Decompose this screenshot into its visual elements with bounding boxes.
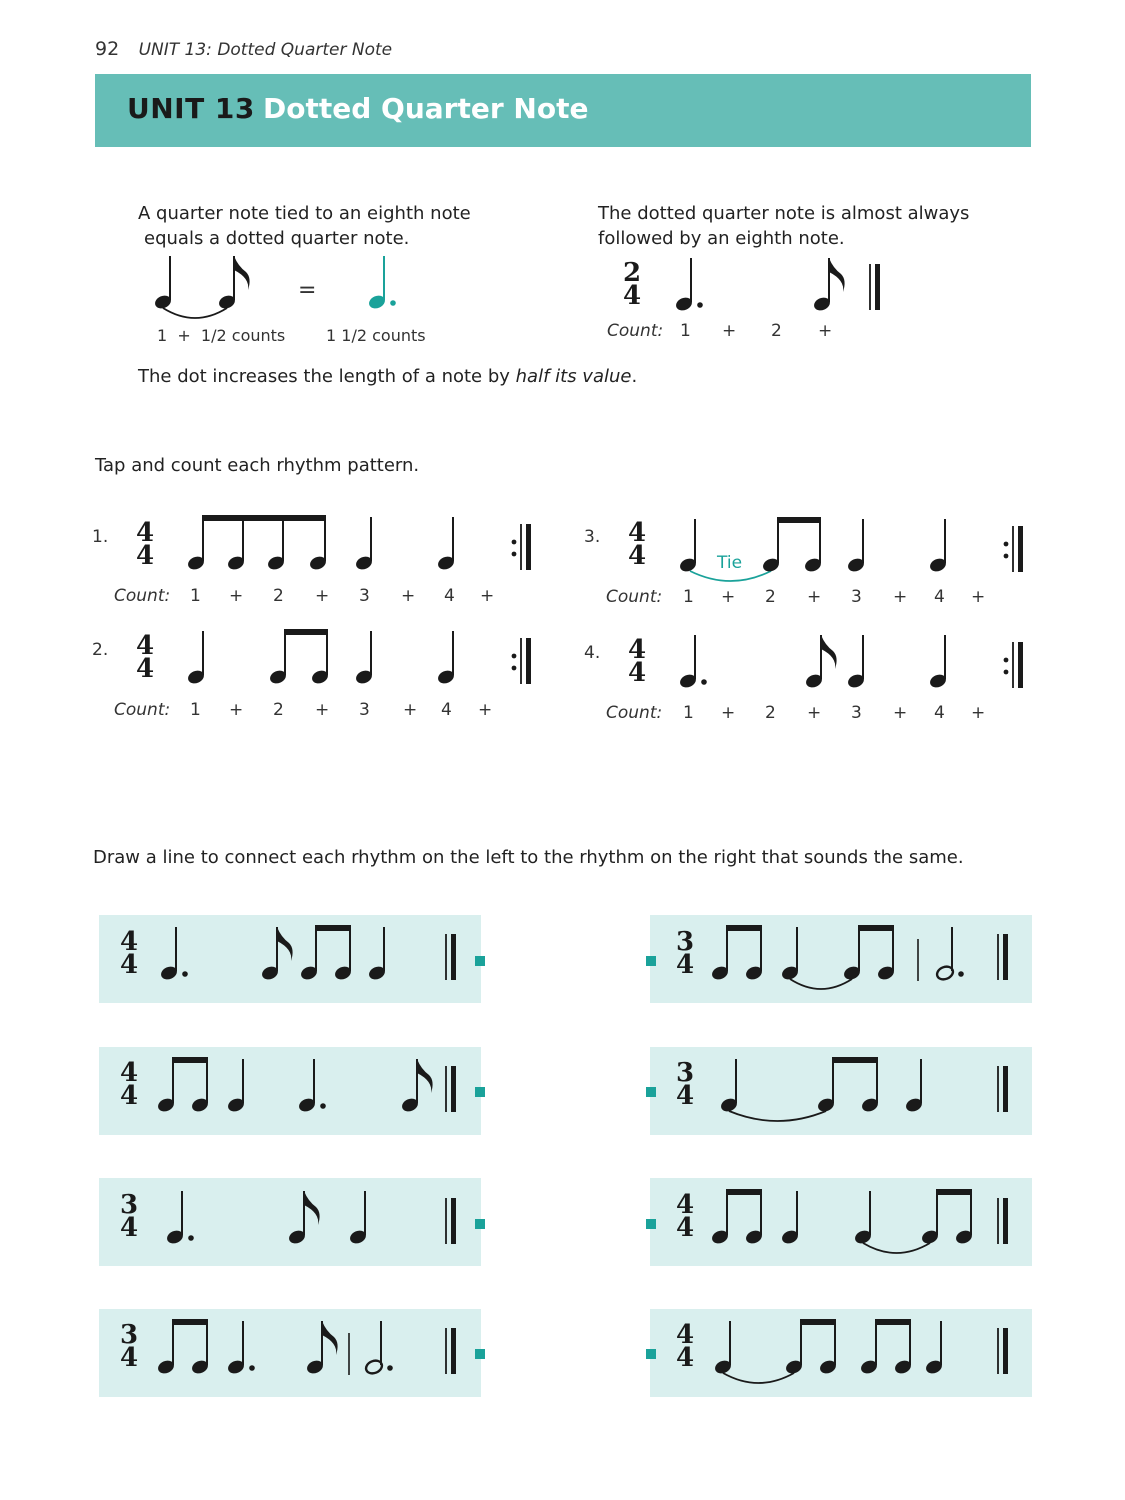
p2-count: + — [229, 700, 244, 720]
intro-left-line2: equals a dotted quarter note. — [144, 228, 410, 249]
time-signature-top: 4 — [627, 635, 647, 665]
repeat-dot — [1004, 542, 1009, 547]
eighth-flag — [304, 1191, 320, 1225]
time-signature-bottom: 4 — [675, 950, 695, 980]
time-signature-top: 4 — [675, 1320, 695, 1350]
p1-count: + — [480, 586, 495, 606]
augmentation-dot — [701, 679, 707, 685]
bar-line-thick — [451, 934, 456, 980]
repeat-dot — [512, 540, 517, 545]
repeat-dot — [1004, 658, 1009, 663]
beam — [172, 1319, 208, 1325]
p4-count: 3 — [851, 703, 862, 723]
tie-curve — [723, 1373, 794, 1383]
time-signature-bottom: 4 — [622, 281, 642, 311]
p1-count: 2 — [273, 586, 284, 606]
beam — [726, 925, 762, 931]
repeat-dot — [1004, 554, 1009, 559]
bar-line-thick — [526, 524, 531, 570]
p2-count: + — [403, 700, 418, 720]
time-signature-bottom: 4 — [675, 1213, 695, 1243]
pattern-number-1: 1. — [92, 527, 109, 547]
augmentation-dot — [188, 1235, 194, 1241]
p3-count: 4 — [934, 587, 945, 607]
eighth-flag — [234, 256, 250, 290]
intro-count-3: 2 — [771, 321, 782, 341]
time-signature-top: 3 — [119, 1190, 139, 1220]
time-signature-bottom: 4 — [627, 658, 647, 688]
bar-line-thick — [451, 1066, 456, 1112]
exercise1-instruction: Tap and count each rhythm pattern. — [95, 455, 420, 476]
beam — [777, 517, 821, 523]
p3-count: 2 — [765, 587, 776, 607]
bar-line-thick — [1003, 1328, 1008, 1374]
time-signature-bottom: 4 — [135, 654, 155, 684]
intro-right-line2: followed by an eighth note. — [598, 228, 845, 249]
pattern-number-4: 4. — [584, 643, 601, 663]
time-signature-bottom: 4 — [135, 541, 155, 571]
p4-count: + — [807, 703, 822, 723]
pattern-number-2: 2. — [92, 640, 109, 660]
augmentation-dot — [249, 1365, 255, 1371]
p3-count: + — [893, 587, 908, 607]
p3-count: + — [971, 587, 986, 607]
pattern3-count-label: Count: — [606, 587, 663, 607]
time-signature-top: 3 — [675, 1058, 695, 1088]
p4-count: 1 — [683, 703, 694, 723]
pattern-number-3: 3. — [584, 527, 601, 547]
repeat-dot — [512, 552, 517, 557]
time-signature-top: 4 — [135, 518, 155, 548]
augmentation-dot — [697, 302, 703, 308]
p2-count: + — [478, 700, 493, 720]
p3-count: + — [807, 587, 822, 607]
bar-line-thick — [451, 1198, 456, 1244]
bar-line-thick — [451, 1328, 456, 1374]
time-signature-top: 3 — [119, 1320, 139, 1350]
bar-line-thick — [1003, 934, 1008, 980]
intro-left-line1: A quarter note tied to an eighth note — [138, 203, 471, 224]
p1-count: 1 — [190, 586, 201, 606]
running-title: UNIT 13: Dotted Quarter Note — [138, 40, 393, 60]
p1-count: 4 — [444, 586, 455, 606]
eighth-flag — [829, 258, 845, 292]
intro-count-4: + — [818, 321, 833, 341]
p4-count: + — [971, 703, 986, 723]
tie-curve — [163, 308, 227, 318]
time-signature-top: 4 — [675, 1190, 695, 1220]
tie-curve — [690, 571, 771, 581]
exercise2-instruction: Draw a line to connect each rhythm on the left to the rhythm on the right that sounds the same. — [93, 847, 964, 868]
eighth-flag — [277, 927, 293, 961]
intro-count-label: Count: — [607, 321, 664, 341]
tied-notes-caption: 1 + 1/2 counts — [157, 326, 286, 345]
pattern1-count-label: Count: — [114, 586, 171, 606]
time-signature-bottom: 4 — [119, 950, 139, 980]
augmentation-dot — [958, 971, 964, 977]
p2-count: 4 — [441, 700, 452, 720]
page-number: 92 — [95, 38, 120, 60]
repeat-dot — [1004, 670, 1009, 675]
p3-count: 3 — [851, 587, 862, 607]
bar-line-thick — [875, 264, 880, 310]
augmentation-dot — [182, 971, 188, 977]
dot-rule-prefix: The dot increases the length of a note by — [138, 366, 516, 387]
time-signature-bottom: 4 — [119, 1213, 139, 1243]
bar-line-thick — [526, 638, 531, 684]
tie-curve — [863, 1243, 930, 1253]
beam — [315, 925, 351, 931]
eighth-flag — [417, 1059, 433, 1093]
eighth-flag — [821, 635, 837, 669]
p4-count: 4 — [934, 703, 945, 723]
time-signature-top: 4 — [627, 518, 647, 548]
p4-count: 2 — [765, 703, 776, 723]
tie-curve — [790, 979, 852, 989]
eighth-flag — [322, 1321, 338, 1355]
augmentation-dot — [387, 1365, 393, 1371]
pattern2-count-label: Count: — [114, 700, 171, 720]
p1-count: + — [401, 586, 416, 606]
p2-count: 3 — [359, 700, 370, 720]
time-signature-top: 3 — [675, 927, 695, 957]
beam — [172, 1057, 208, 1063]
repeat-dot — [512, 654, 517, 659]
p2-count: + — [315, 700, 330, 720]
time-signature-bottom: 4 — [675, 1343, 695, 1373]
intro-count-2: + — [722, 321, 737, 341]
equals-sign: = — [298, 278, 317, 303]
p2-count: 2 — [273, 700, 284, 720]
bar-line-thick — [1003, 1066, 1008, 1112]
unit-title: Dotted Quarter Note — [263, 92, 589, 125]
tie-curve — [729, 1111, 826, 1121]
time-signature-bottom: 4 — [675, 1081, 695, 1111]
p1-count: + — [315, 586, 330, 606]
dot-rule-emphasis: half its value — [515, 366, 632, 387]
beam — [726, 1189, 762, 1195]
p3-count: + — [721, 587, 736, 607]
beam — [875, 1319, 911, 1325]
p1-count: + — [229, 586, 244, 606]
time-signature-top: 2 — [622, 258, 642, 288]
pattern4-count-label: Count: — [606, 703, 663, 723]
repeat-dot — [512, 666, 517, 671]
tie-label: Tie — [717, 553, 743, 573]
dot-rule-suffix: . — [631, 366, 638, 387]
beam — [284, 629, 328, 635]
unit-number: UNIT 13 — [127, 92, 255, 125]
beam — [936, 1189, 972, 1195]
time-signature-bottom: 4 — [119, 1081, 139, 1111]
beam — [858, 925, 894, 931]
beam — [832, 1057, 878, 1063]
dotted-quarter-caption: 1 1/2 counts — [326, 326, 426, 345]
intro-right-line1: The dotted quarter note is almost always — [598, 203, 970, 224]
bar-line-thick — [1018, 526, 1023, 572]
time-signature-top: 4 — [135, 631, 155, 661]
time-signature-top: 4 — [119, 1058, 139, 1088]
augmentation-dot — [390, 300, 396, 306]
time-signature-top: 4 — [119, 927, 139, 957]
beam — [202, 515, 326, 521]
time-signature-bottom: 4 — [119, 1343, 139, 1373]
beam — [800, 1319, 836, 1325]
p3-count: 1 — [683, 587, 694, 607]
p4-count: + — [721, 703, 736, 723]
time-signature-bottom: 4 — [627, 541, 647, 571]
intro-count-1: 1 — [680, 321, 691, 341]
p4-count: + — [893, 703, 908, 723]
augmentation-dot — [320, 1103, 326, 1109]
p1-count: 3 — [359, 586, 370, 606]
bar-line-thick — [1003, 1198, 1008, 1244]
bar-line-thick — [1018, 642, 1023, 688]
p2-count: 1 — [190, 700, 201, 720]
